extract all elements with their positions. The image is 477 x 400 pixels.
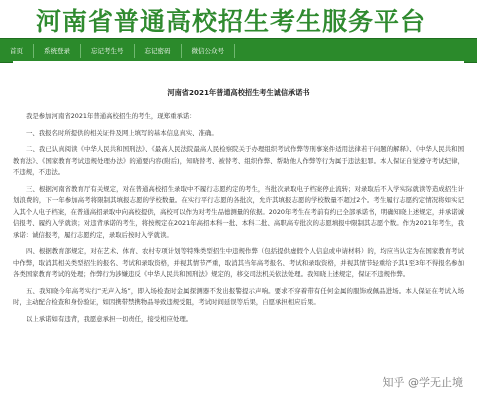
nav-home[interactable]: 首页 — [10, 47, 23, 55]
paragraph-3: 三、根据河南省教育厅有关规定，对在普通高校招生录取中不履行志愿约定的考生，当批次录取电子档案停止流转；对录取后不入学实际就读等造成招生计划浪费的，下一年参加高考将限制其填报志愿的学校数量。在实行平行志愿的各批次，允许其填报志愿的学校数量不超过2个。考生履行志愿约定情况将如实记入其个人电子档案，在普通高招录取中向高校提供，高校可以作为对考生品德测量的依据。2020年考生在考前有约已全部承诺书，明确知晓上述规定，并承诺诚信报考、履约入学就读；对违背承诺的考生，将按规定在2021年高招本科一批、本科二批、高职高专批次的志愿填报中限制其志愿个数。作为2021年考生，我承诺：诚信报考，履行志愿约定，录取后按时入学就读。 — [13, 184, 464, 239]
nav-forgot-password[interactable]: 忘记密码 — [144, 47, 171, 55]
nav-wechat-account[interactable]: 微信公众号 — [191, 47, 224, 55]
paragraph-5: 五、我知晓今年高考实行“无声入场”，即入场检查时金属探测器不发出报警提示声响。要求不穿着带有任何金属的服饰或佩品进场。本人保证在考试入场时，主动配合检查和身份验证，如因携带禁携物品导致违规受阻，考试时间延误等后果，自愿承担相应后果。 — [13, 286, 464, 306]
paragraph-closing: 以上承诺如有违背，我愿意承担一切责任，接受相应处理。 — [26, 314, 193, 323]
nav-login[interactable]: 系统登录 — [44, 47, 70, 55]
nav-forgot-exam-number[interactable]: 忘记考生号 — [91, 47, 124, 55]
paragraph-2: 二、我已认真阅读《中华人民共和国刑法》、《最高人民法院最高人民检察院关于办理组织考试作弊等刑事案件适用法律若干问题的解释》、《中华人民共和国教育法》、《国家教育考试违规处理办法》的通要内容(附后)，知晓替考、被替考、组织作弊、帮助他人作弊等行为属于违法犯罪。本人保证自觉遵守考试纪律，不违规，不违法。 — [13, 145, 464, 176]
nav-divider — [234, 44, 235, 58]
watermark-text: 知乎 @学无止境 — [382, 376, 463, 389]
document-title: 河南省2021年普通高校招生考生诚信承诺书 — [167, 88, 310, 97]
zhihu-watermark — [383, 374, 464, 390]
site-header — [0, 0, 477, 38]
site-title: 河南省普通高校招生考生服务平台 — [36, 7, 427, 36]
paragraph-1: 一、我报名时所提供的相关证件及网上填写的基本信息真实、准确。 — [26, 128, 218, 137]
paragraph-intro: 我是参加河南省2021年普通高校招生的考生，现郑重承诺： — [26, 112, 196, 120]
main-navbar — [0, 38, 477, 63]
paragraph-4: 四、根据教育部规定，对在艺术、体育、农村专项计划等特殊类型招生中违规作弊（包括提供虚假个人信息或申请材料）的，均应当认定为在国家教育考试中作弊，取消其相关类型招生的报名、考试和录取资格，并视其情节严重，取消其当年高考报名、考试和录取资格，并视其情节轻重给予其1至3年不得报名参加各类国家教育考试的处理；作弊行为涉嫌违反《中华人民共和国刑法》规定的，移交司法机关依法处理。我知晓上述规定，保证不违规作弊。 — [13, 247, 464, 278]
pledge-document — [13, 61, 464, 400]
